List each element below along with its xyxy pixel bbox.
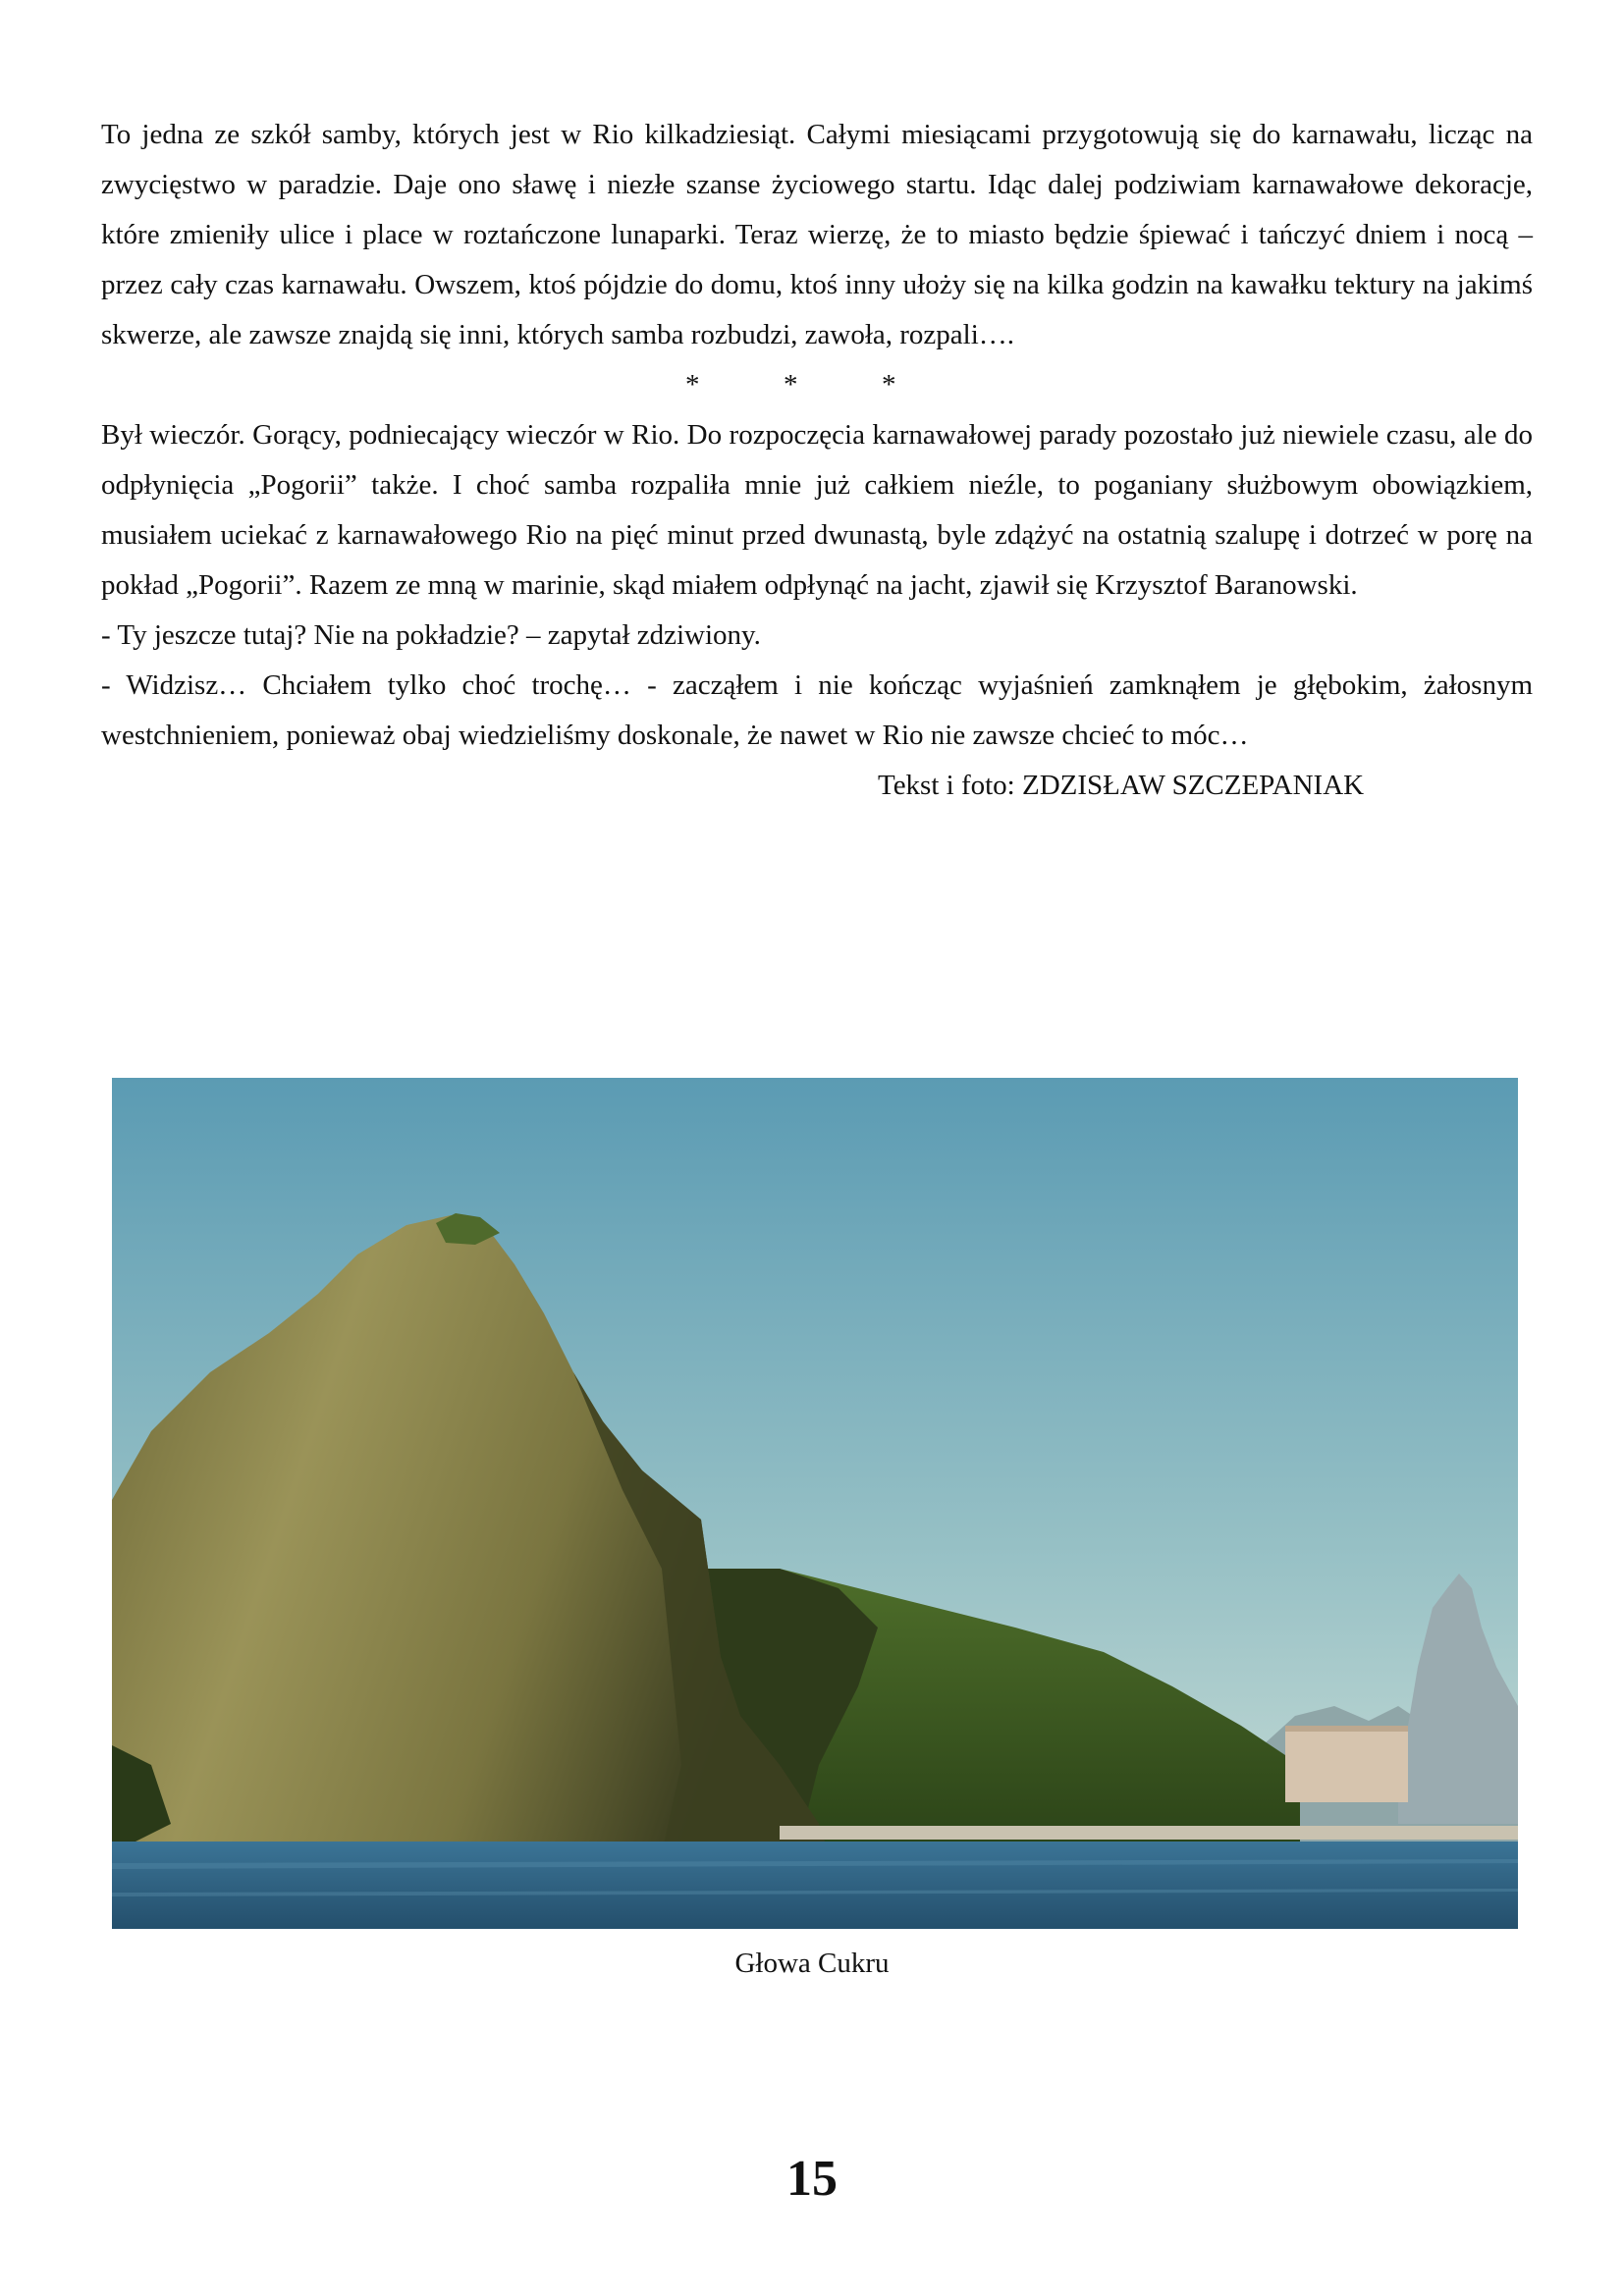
article-body [101, 110, 1533, 811]
separator-star: * [784, 369, 798, 400]
sugarloaf-photo [112, 1078, 1518, 1929]
separator-star: * [685, 369, 700, 400]
separator-star: * [882, 369, 896, 400]
sea [112, 1842, 1518, 1929]
paragraph-1: To jedna ze szkół samby, których jest w Rio kilkadziesiąt. Całymi miesiącami przygotowują się do karnawału, licząc na zwycięstwo w paradzie. Daje ono sławę i niezłe szanse życiowego startu. Idąc dalej podziwiam karnawałowe dekoracje, które zmieniły ulice i place w roztańczone lunaparki. Teraz wierzę, że to miasto będzie śpiewać i tańczyć dniem i nocą – przez cały czas karnawału. Owszem, ktoś pójdzie do domu, ktoś inny ułoży się na kilka godzin na kawałku tektury na jakimś skwerze, ale zawsze znajdą się inni, których samba rozbudzi, zawoła, rozpali…. [101, 119, 1533, 350]
page-number: 15 [786, 2151, 838, 2207]
dialogue-line-1: - Ty jeszcze tutaj? Nie na pokładzie? – zapytał zdziwiony. [101, 619, 761, 651]
author-signature: Tekst i foto: ZDZISŁAW SZCZEPANIAK [878, 770, 1365, 801]
paragraph-2: Był wieczór. Gorący, podniecający wieczór w Rio. Do rozpoczęcia karnawałowej parady pozostało już niewiele czasu, ale do odpłynięcia „Pogorii” także. I choć samba rozpaliła mnie już całkiem nieźle, to poganiany służbowym obowiązkiem, musiałem uciekać z karnawałowego Rio na pięć minut przed dwunastą, byle zdążyć na ostatnią szalupę i dotrzeć w porę na pokład „Pogorii”. Razem ze mną w marinie, skąd miałem odpłynąć na jacht, zjawił się Krzysztof Baranowski. [101, 419, 1533, 601]
shoreline [780, 1826, 1518, 1840]
photo-caption: Głowa Cukru [734, 1948, 890, 1979]
dialogue-line-2: - Widzisz… Chciałem tylko choć trochę… - zacząłem i nie kończąc wyjaśnień zamknąłem je głębokim, żałosnym westchnieniem, ponieważ obaj wiedzieliśmy doskonale, że nawet w Rio nie zawsze chcieć to móc… [101, 669, 1533, 751]
section-separator [101, 360, 1533, 410]
white-building [1285, 1726, 1408, 1802]
